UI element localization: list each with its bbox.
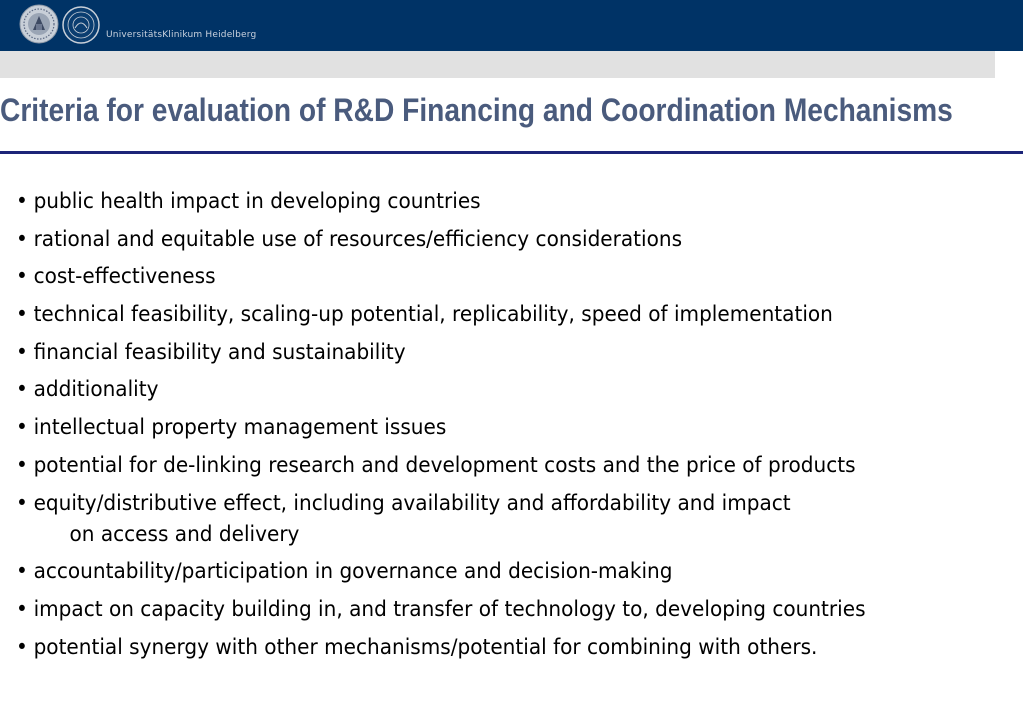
list-item-continuation: on access and delivery [69, 521, 300, 546]
list-item-text: rational and equitable use of resources/efficiency considerations [33, 226, 683, 251]
list-item [16, 224, 971, 255]
list-item-text: impact on capacity building in, and transfer of technology to, developing countries [33, 596, 866, 621]
list-item-text: intellectual property management issues [33, 415, 447, 440]
bullet: • [16, 596, 28, 621]
list-item-text: potential for de-linking research and development costs and the price of products [33, 452, 856, 477]
list-item-text: equity/distributive effect, including availability and affordability and impact [33, 490, 791, 515]
list-item [16, 337, 971, 368]
university-seal-icon [19, 4, 59, 44]
bullet: • [16, 452, 28, 477]
criteria-list [16, 186, 1016, 669]
bullet: • [16, 339, 28, 364]
bullet: • [16, 377, 28, 402]
list-item-text: accountability/participation in governance and decision-making [33, 559, 673, 584]
list-item-text: public health impact in developing countries [33, 189, 481, 213]
bullet: • [16, 415, 28, 440]
bullet: • [16, 302, 28, 327]
bullet: • [16, 559, 28, 584]
institution-name: UniversitätsKlinikum Heidelberg [106, 30, 257, 40]
list-item-text: additionality [33, 377, 159, 402]
list-item [16, 186, 971, 217]
list-item-text: technical feasibility, scaling-up potential, replicability, speed of implementation [33, 302, 833, 327]
list-item-text: financial feasibility and sustainability [33, 339, 406, 364]
list-item [16, 412, 971, 443]
header-bar [0, 0, 1023, 51]
list-item [16, 299, 971, 330]
bullet: • [16, 264, 28, 289]
list-item [16, 594, 971, 625]
list-item-text: cost-effectiveness [33, 264, 216, 289]
bullet: • [16, 189, 28, 213]
list-item [16, 488, 971, 550]
list-item [16, 632, 971, 663]
clinic-seal-icon [62, 6, 100, 44]
bullet: • [16, 226, 28, 251]
bullet: • [16, 490, 28, 515]
header-band [0, 51, 995, 78]
list-item-text: potential synergy with other mechanisms/potential for combining with others. [33, 634, 818, 659]
title-divider [0, 151, 1023, 154]
bullet: • [16, 634, 28, 659]
list-item [16, 374, 971, 405]
list-item [16, 261, 971, 292]
list-item [16, 450, 971, 481]
list-item [16, 556, 971, 587]
slide-title: Criteria for evaluation of R&D Financing and Coordination Mechanisms [0, 92, 953, 128]
